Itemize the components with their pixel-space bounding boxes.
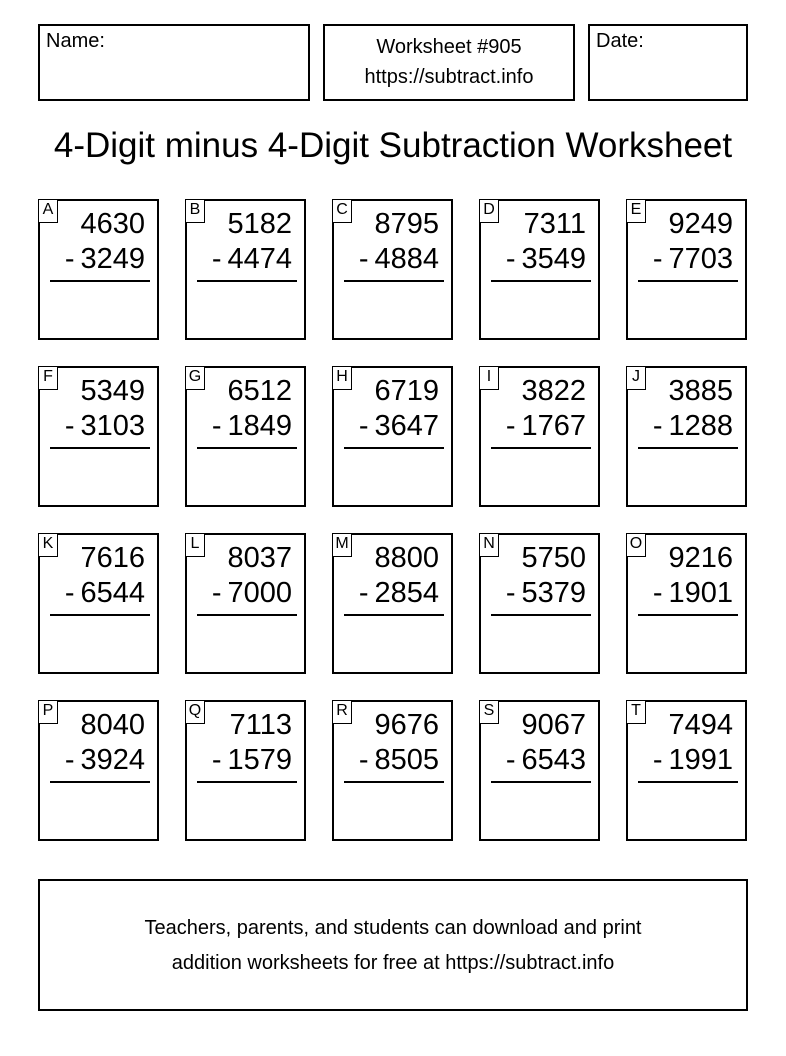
answer-line	[491, 447, 591, 449]
name-label: Name:	[46, 30, 105, 52]
minus-sign: -	[505, 744, 516, 776]
problem-box-b[interactable]	[185, 199, 306, 340]
subtrahend: 1991	[668, 744, 733, 776]
answer-line	[50, 781, 150, 783]
problem-box-s[interactable]	[479, 700, 600, 841]
problem-letter: D	[479, 199, 499, 223]
date-field[interactable]	[588, 24, 748, 101]
minuend: 9216	[668, 542, 733, 574]
worksheet-number: Worksheet #905	[376, 36, 522, 58]
subtrahend-row	[212, 242, 292, 276]
worksheet-info-box	[323, 24, 575, 101]
subtrahend: 1901	[668, 577, 733, 609]
problem-letter: E	[626, 199, 646, 223]
subtrahend-row	[212, 409, 292, 443]
footer-line-1: Teachers, parents, and students can download and print	[144, 917, 642, 939]
minuend: 5182	[227, 208, 292, 240]
subtrahend-row	[359, 242, 439, 276]
problem-grid	[38, 199, 748, 842]
minus-sign: -	[211, 243, 222, 275]
subtrahend: 4474	[227, 243, 292, 275]
problem-box-a[interactable]	[38, 199, 159, 340]
answer-line	[50, 280, 150, 282]
problem-letter: H	[332, 366, 352, 390]
problem-box-e[interactable]	[626, 199, 747, 340]
problem-box-m[interactable]	[332, 533, 453, 674]
problem-letter: R	[332, 700, 352, 724]
subtrahend: 2854	[374, 577, 439, 609]
minus-sign: -	[211, 410, 222, 442]
subtrahend-row	[212, 576, 292, 610]
answer-line	[491, 280, 591, 282]
subtrahend: 6544	[80, 577, 145, 609]
problem-box-i[interactable]	[479, 366, 600, 507]
problem-box-f[interactable]	[38, 366, 159, 507]
answer-line	[491, 781, 591, 783]
subtrahend: 3549	[521, 243, 586, 275]
minuend: 5750	[521, 542, 586, 574]
minus-sign: -	[64, 410, 75, 442]
minuend: 8800	[374, 542, 439, 574]
problem-letter: Q	[185, 700, 205, 724]
problem-box-c[interactable]	[332, 199, 453, 340]
subtrahend: 7000	[227, 577, 292, 609]
problem-letter: O	[626, 533, 646, 557]
answer-line	[344, 447, 444, 449]
minuend: 9676	[374, 709, 439, 741]
problem-box-j[interactable]	[626, 366, 747, 507]
problem-letter: B	[185, 199, 205, 223]
minus-sign: -	[211, 577, 222, 609]
subtrahend: 3249	[80, 243, 145, 275]
subtrahend: 3924	[80, 744, 145, 776]
subtrahend: 1849	[227, 410, 292, 442]
minus-sign: -	[652, 577, 663, 609]
subtrahend: 1767	[521, 410, 586, 442]
answer-line	[50, 614, 150, 616]
problem-box-q[interactable]	[185, 700, 306, 841]
minus-sign: -	[358, 744, 369, 776]
footer-note	[38, 879, 748, 1011]
subtrahend: 6543	[521, 744, 586, 776]
subtrahend-row	[65, 242, 145, 276]
minuend: 7311	[523, 208, 586, 240]
minuend: 6719	[374, 375, 439, 407]
problem-letter: G	[185, 366, 205, 390]
minuend: 9249	[668, 208, 733, 240]
minus-sign: -	[505, 577, 516, 609]
subtrahend-row	[65, 743, 145, 777]
answer-line	[50, 447, 150, 449]
subtrahend: 4884	[374, 243, 439, 275]
minuend: 3822	[521, 375, 586, 407]
subtrahend-row	[359, 576, 439, 610]
minus-sign: -	[211, 744, 222, 776]
minuend: 8795	[374, 208, 439, 240]
subtrahend-row	[653, 743, 733, 777]
answer-line	[197, 280, 297, 282]
answer-line	[197, 614, 297, 616]
answer-line	[638, 280, 738, 282]
subtrahend-row	[65, 576, 145, 610]
answer-line	[638, 447, 738, 449]
minus-sign: -	[652, 410, 663, 442]
answer-line	[491, 614, 591, 616]
subtrahend: 8505	[374, 744, 439, 776]
minus-sign: -	[64, 744, 75, 776]
subtrahend-row	[506, 242, 586, 276]
problem-letter: I	[479, 366, 499, 390]
problem-box-l[interactable]	[185, 533, 306, 674]
minus-sign: -	[505, 243, 516, 275]
problem-box-n[interactable]	[479, 533, 600, 674]
minus-sign: -	[358, 410, 369, 442]
minus-sign: -	[505, 410, 516, 442]
answer-line	[344, 280, 444, 282]
problem-letter: L	[185, 533, 205, 557]
problem-letter: P	[38, 700, 58, 724]
name-field[interactable]	[38, 24, 310, 101]
subtrahend-row	[506, 743, 586, 777]
worksheet-url: https://subtract.info	[364, 66, 534, 88]
subtrahend: 7703	[668, 243, 733, 275]
problem-box-h[interactable]	[332, 366, 453, 507]
minus-sign: -	[652, 243, 663, 275]
answer-line	[638, 614, 738, 616]
problem-letter: M	[332, 533, 352, 557]
minuend: 7494	[668, 709, 733, 741]
problem-box-d[interactable]	[479, 199, 600, 340]
problem-letter: F	[38, 366, 58, 390]
problem-box-g[interactable]	[185, 366, 306, 507]
subtrahend: 1288	[668, 410, 733, 442]
answer-line	[197, 447, 297, 449]
problem-letter: C	[332, 199, 352, 223]
subtrahend-row	[359, 409, 439, 443]
problem-letter: S	[479, 700, 499, 724]
problem-box-r[interactable]	[332, 700, 453, 841]
subtrahend: 1579	[227, 744, 292, 776]
problem-letter: K	[38, 533, 58, 557]
subtrahend-row	[506, 409, 586, 443]
answer-line	[344, 614, 444, 616]
page-title: 4-Digit minus 4-Digit Subtraction Worksheet	[53, 126, 733, 165]
minus-sign: -	[358, 243, 369, 275]
minus-sign: -	[358, 577, 369, 609]
minuend: 4630	[80, 208, 145, 240]
problem-letter: A	[38, 199, 58, 223]
minus-sign: -	[652, 744, 663, 776]
problem-box-p[interactable]	[38, 700, 159, 841]
answer-line	[638, 781, 738, 783]
minuend: 6512	[227, 375, 292, 407]
problem-box-t[interactable]	[626, 700, 747, 841]
subtrahend-row	[212, 743, 292, 777]
footer-line-2: addition worksheets for free at https://subtract.info	[171, 952, 615, 974]
subtrahend-row	[653, 409, 733, 443]
problem-box-o[interactable]	[626, 533, 747, 674]
minuend: 9067	[521, 709, 586, 741]
problem-letter: N	[479, 533, 499, 557]
minuend: 3885	[668, 375, 733, 407]
minuend: 7113	[229, 709, 292, 741]
minus-sign: -	[64, 243, 75, 275]
minuend: 5349	[80, 375, 145, 407]
subtrahend-row	[653, 576, 733, 610]
subtrahend-row	[653, 242, 733, 276]
subtrahend: 3103	[80, 410, 145, 442]
minus-sign: -	[64, 577, 75, 609]
minuend: 8037	[227, 542, 292, 574]
date-label: Date:	[596, 30, 644, 52]
answer-line	[197, 781, 297, 783]
subtrahend: 5379	[521, 577, 586, 609]
subtrahend-row	[359, 743, 439, 777]
problem-letter: J	[626, 366, 646, 390]
minuend: 7616	[80, 542, 145, 574]
problem-box-k[interactable]	[38, 533, 159, 674]
subtrahend: 3647	[374, 410, 439, 442]
problem-letter: T	[626, 700, 646, 724]
answer-line	[344, 781, 444, 783]
subtrahend-row	[65, 409, 145, 443]
subtrahend-row	[506, 576, 586, 610]
minuend: 8040	[80, 709, 145, 741]
